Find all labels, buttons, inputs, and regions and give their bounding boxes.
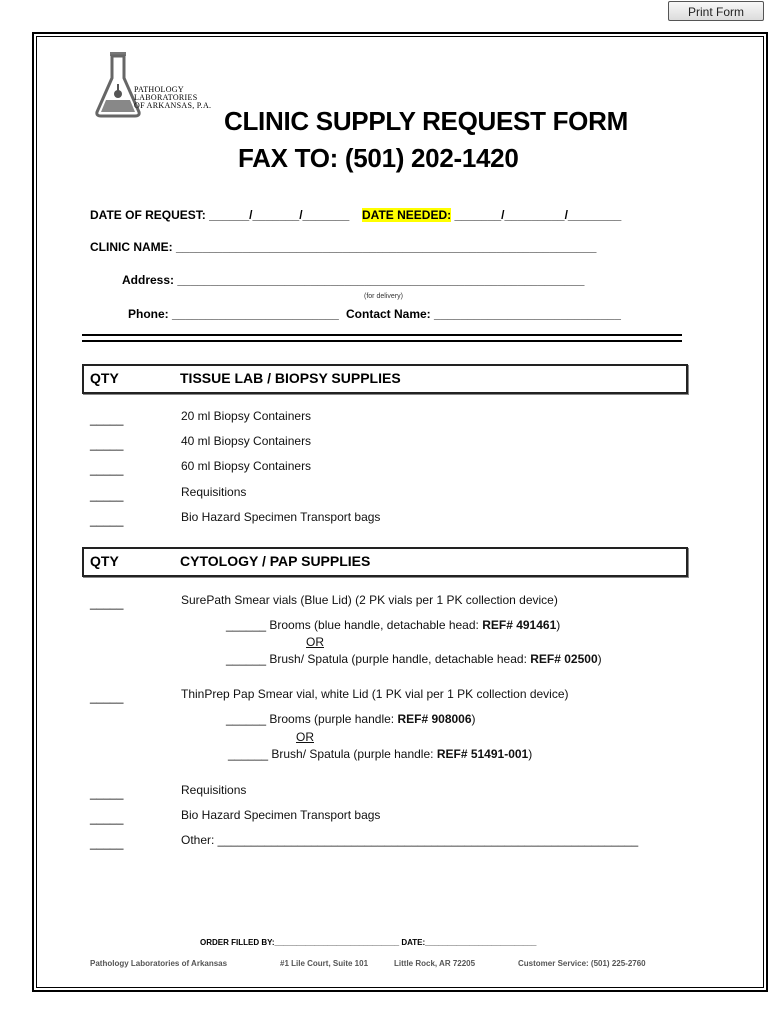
thinprep-brush-label: ______ Brush/ Spatula (purple handle: — [228, 747, 434, 761]
cytology-section-header — [82, 547, 688, 577]
surepath-brooms-option[interactable]: ______ Brooms (blue handle, detachable head: REF# 491461) — [226, 618, 561, 632]
qty-blank[interactable]: _____ — [90, 437, 124, 451]
fax-number: FAX TO: (501) 202-1420 — [238, 143, 519, 173]
list-item: 40 ml Biopsy Containers — [181, 434, 312, 448]
qty-blank[interactable]: _____ — [90, 811, 124, 825]
phone-field[interactable]: Phone: _________________________ — [128, 307, 339, 321]
qty-blank[interactable]: _____ — [90, 836, 124, 850]
footer-street: #1 Lile Court, Suite 101 — [280, 959, 369, 968]
qty-blank[interactable]: _____ — [90, 596, 124, 610]
list-item: Requisitions — [181, 783, 247, 797]
list-item: Bio Hazard Specimen Transport bags — [181, 510, 381, 524]
biopsy-section-title: TISSUE LAB / BIOPSY SUPPLIES — [180, 370, 401, 386]
order-filled-by-field[interactable]: ORDER FILLED BY:____________________________ DATE:_________________________ — [200, 938, 537, 947]
logo-line-1: PATHOLOGY — [134, 85, 184, 94]
logo-line-2: LABORATORIES — [134, 93, 198, 102]
footer-customer-service: Customer Service: (501) 225-2760 — [518, 959, 646, 968]
thinprep-brush-option[interactable]: ______ Brush/ Spatula (purple handle: REF# 51491-001) — [228, 747, 533, 761]
clinic-name-field[interactable]: CLINIC NAME: _______________________________________________________________ — [90, 240, 597, 254]
list-item: Requisitions — [181, 485, 247, 499]
thinprep-brooms-label: ______ Brooms (purple handle: — [226, 712, 395, 726]
qty-blank[interactable]: _____ — [90, 488, 124, 502]
divider-line — [82, 334, 682, 336]
list-item: Bio Hazard Specimen Transport bags — [181, 808, 381, 822]
list-item: 20 ml Biopsy Containers — [181, 409, 312, 423]
qty-blank[interactable]: _____ — [90, 462, 124, 476]
or-separator: OR — [296, 730, 314, 744]
qty-blank[interactable]: _____ — [90, 513, 124, 527]
surepath-brooms-ref: REF# 491461 — [482, 618, 557, 632]
qty-header: QTY — [90, 553, 119, 569]
address-note: (for delivery) — [364, 293, 403, 300]
surepath-item: SurePath Smear vials (Blue Lid) (2 PK vials per 1 PK collection device) — [181, 593, 558, 607]
list-item: 60 ml Biopsy Containers — [181, 459, 312, 473]
footer-city: Little Rock, AR 72205 — [394, 959, 476, 968]
cytology-section-title: CYTOLOGY / PAP SUPPLIES — [180, 553, 371, 569]
date-needed-label: DATE NEEDED: — [362, 208, 452, 222]
qty-blank[interactable]: _____ — [90, 690, 124, 704]
thinprep-brush-ref: REF# 51491-001 — [436, 747, 529, 761]
thinprep-item: ThinPrep Pap Smear vial, white Lid (1 PK vial per 1 PK collection device) — [181, 687, 569, 701]
footer-org: Pathology Laboratories of Arkansas — [90, 959, 228, 968]
or-separator: OR — [306, 635, 324, 649]
surepath-brooms-label: ______ Brooms (blue handle, detachable head: — [226, 618, 479, 632]
print-form-button[interactable]: Print Form — [668, 1, 764, 21]
logo-line-3: OF ARKANSAS, P.A. — [134, 101, 212, 110]
surepath-brush-option[interactable]: ______ Brush/ Spatula (purple handle, detachable head: REF# 02500) — [226, 652, 602, 666]
thinprep-brooms-ref: REF# 908006 — [397, 712, 472, 726]
thinprep-brooms-option[interactable]: ______ Brooms (purple handle: REF# 908006) — [226, 712, 476, 726]
qty-blank[interactable]: _____ — [90, 412, 124, 426]
date-needed-field[interactable] — [362, 208, 621, 222]
form-title: CLINIC SUPPLY REQUEST FORM — [224, 106, 628, 136]
other-field[interactable]: Other: _______________________________________________________________ — [181, 833, 639, 847]
contact-name-field[interactable]: Contact Name: ____________________________ — [346, 307, 621, 321]
date-of-request-field[interactable]: DATE OF REQUEST: ______/_______/_______ — [90, 208, 350, 222]
surepath-brush-label: ______ Brush/ Spatula (purple handle, detachable head: — [226, 652, 527, 666]
logo-text — [134, 86, 211, 110]
address-field[interactable]: Address: _____________________________________________________________ — [122, 273, 585, 287]
surepath-brush-ref: REF# 02500 — [530, 652, 598, 666]
date-needed-blank: _______/_________/________ — [451, 208, 622, 222]
qty-blank[interactable]: _____ — [90, 786, 124, 800]
divider-line-2 — [82, 340, 682, 342]
qty-header: QTY — [90, 370, 119, 386]
